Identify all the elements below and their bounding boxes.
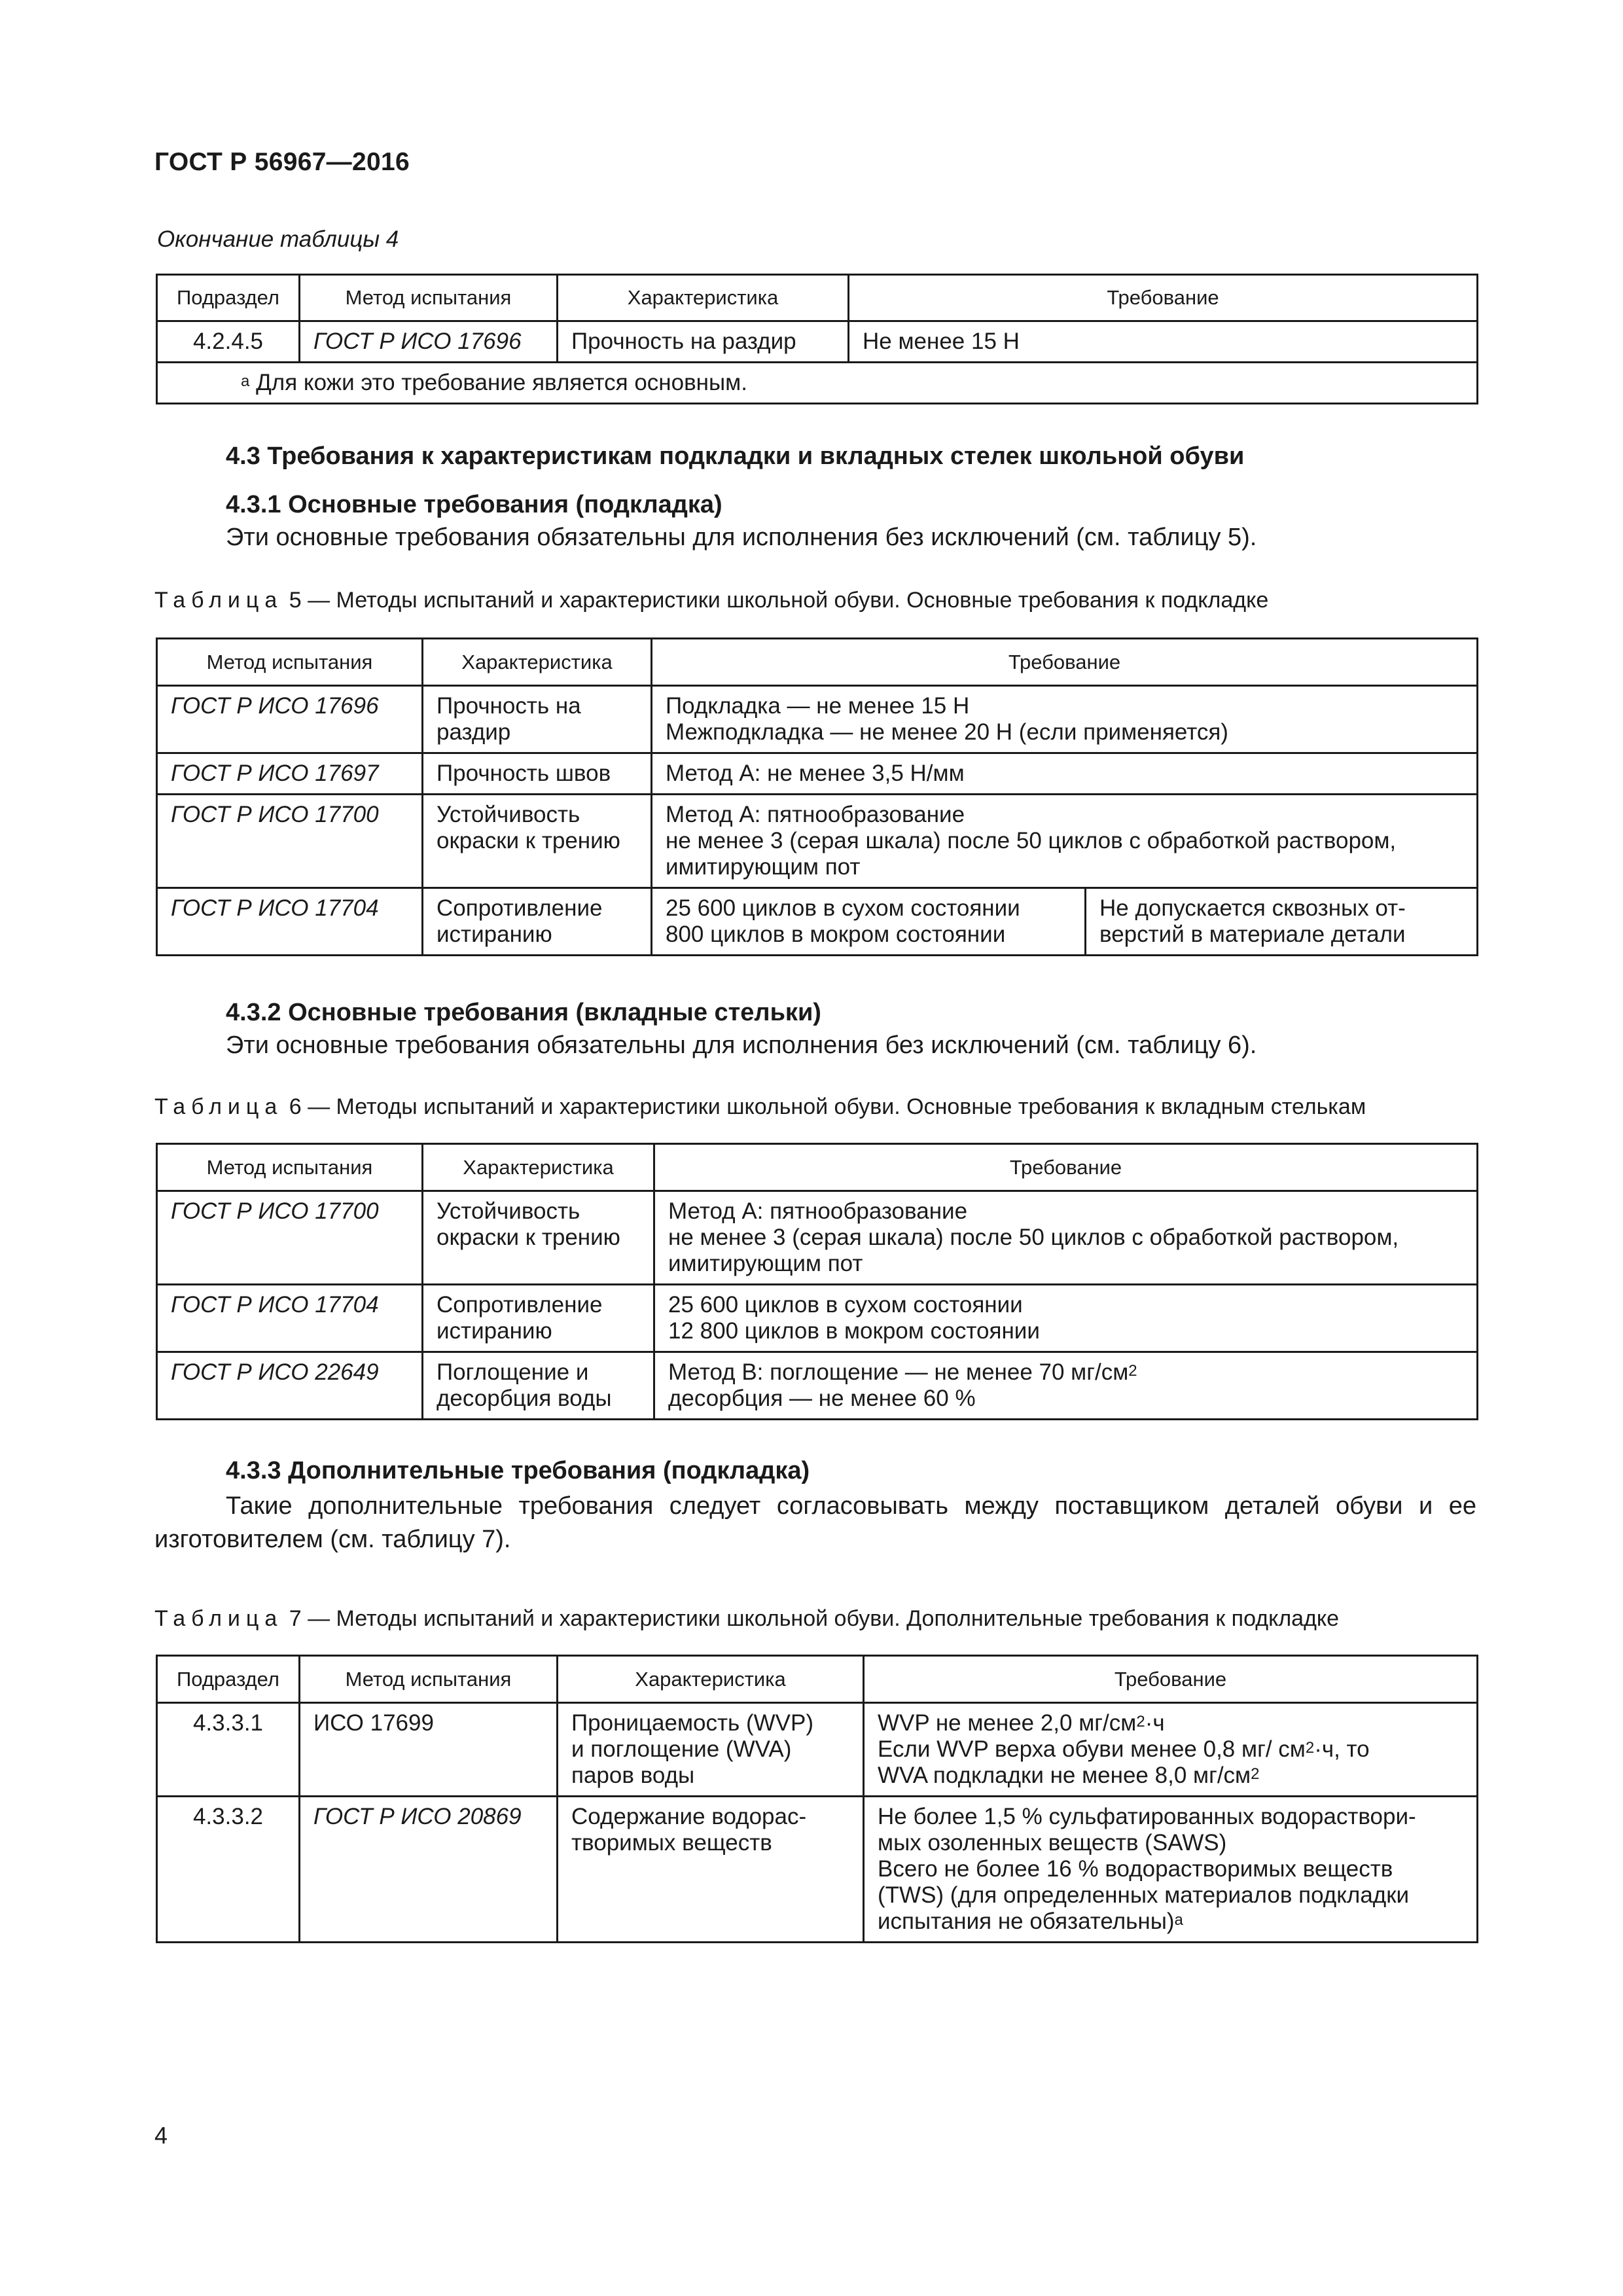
cell-method: ГОСТ Р ИСО 17704 (157, 1285, 423, 1352)
cell-characteristic (558, 1703, 864, 1797)
cell-characteristic (423, 1285, 654, 1352)
text-line: верстий в материале детали (1099, 922, 1406, 947)
text-line: имитирующим пот (666, 854, 861, 880)
table-row (157, 686, 1478, 753)
text-line: не менее 3 (серая шкала) после 50 циклов с обработкой раствором, (668, 1225, 1399, 1250)
section-title-4-3-1: 4.3.1 Основные требования (подкладка) (226, 491, 722, 518)
text-run: WVA подкладки не менее 8,0 мг/см (878, 1763, 1251, 1788)
table-header-row (157, 1656, 1478, 1703)
table-row (157, 321, 1478, 363)
text-line (878, 1909, 1463, 1935)
text-run: Метод В: поглощение — не менее 70 мг/см (668, 1359, 1129, 1385)
text-line: Прочность на (437, 693, 581, 719)
cell-characteristic (423, 1191, 654, 1285)
cell-requirement (652, 686, 1478, 753)
col-header-method: Метод испытания (157, 1144, 423, 1191)
text-line (878, 1763, 1463, 1789)
cell-requirement (652, 888, 1086, 956)
cell-method: ГОСТ Р ИСО 20869 (300, 1797, 558, 1943)
text-run: ·ч, то (1314, 1736, 1370, 1762)
col-header-subsection: Подраздел (157, 1656, 300, 1703)
col-header-subsection: Подраздел (157, 275, 300, 321)
col-header-characteristic: Характеристика (423, 1144, 654, 1191)
cell-requirement (654, 1352, 1478, 1420)
cell-characteristic (423, 1352, 654, 1420)
cell-method: ГОСТ Р ИСО 17700 (157, 795, 423, 888)
cell-method: ГОСТ Р ИСО 17697 (157, 753, 423, 795)
text-line: имитирующим пот (668, 1251, 863, 1276)
text-line: творимых веществ (571, 1830, 772, 1856)
text-run: испытания не обязательны) (878, 1909, 1175, 1934)
text-line: и поглощение (WVA) (571, 1736, 792, 1762)
table-row (157, 1352, 1478, 1420)
cell-method: ГОСТ Р ИСО 17704 (157, 888, 423, 956)
text-line: Поглощение и (437, 1359, 589, 1385)
text-line: 25 600 циклов в сухом состоянии (668, 1292, 1023, 1318)
col-header-requirement: Требование (652, 639, 1478, 686)
cell-characteristic (423, 888, 652, 956)
paragraph-4-3-1: Эти основные требования обязательны для исполнения без исключений (см. таблицу 5). (226, 524, 1257, 551)
caption-word: Таблица (154, 1094, 283, 1119)
text-line: Подкладка — не менее 15 Н (666, 693, 970, 719)
table-row (157, 888, 1478, 956)
section-title-4-3-3: 4.3.3 Дополнительные требования (подкладка) (226, 1457, 810, 1484)
caption-word: Таблица (154, 588, 283, 613)
table-header-row (157, 639, 1478, 686)
table-6-caption (154, 1094, 1366, 1120)
cell-method: ГОСТ Р ИСО 17696 (300, 321, 558, 363)
text-line: паров воды (571, 1763, 695, 1788)
text-run: WVP не менее 2,0 мг/см (878, 1710, 1137, 1736)
text-line: истиранию (437, 922, 552, 947)
cell-subsection: 4.3.3.1 (157, 1703, 300, 1797)
text-line: десорбция — не менее 60 % (668, 1386, 976, 1411)
section-title-4-3-2: 4.3.2 Основные требования (вкладные стельки) (226, 999, 821, 1026)
col-header-characteristic: Характеристика (558, 1656, 864, 1703)
text-line: истиранию (437, 1318, 552, 1344)
col-header-characteristic: Характеристика (423, 639, 652, 686)
caption-text: 6 — Методы испытаний и характеристики школьной обуви. Основные требования к вкладным стелькам (283, 1094, 1366, 1119)
table-continuation-label: Окончание таблицы 4 (157, 226, 399, 252)
text-line: Устойчивость (437, 1198, 580, 1224)
text-line: Содержание водорас- (571, 1804, 807, 1829)
cell-requirement-extra (1086, 888, 1478, 956)
col-header-requirement: Требование (864, 1656, 1478, 1703)
cell-requirement: Не менее 15 Н (849, 321, 1478, 363)
cell-characteristic (423, 686, 652, 753)
cell-characteristic: Прочность швов (423, 753, 652, 795)
col-header-requirement: Требование (849, 275, 1478, 321)
superscript: 2 (1305, 1739, 1315, 1757)
cell-requirement (652, 795, 1478, 888)
superscript: 2 (1128, 1362, 1137, 1380)
section-title-4-3: 4.3 Требования к характеристикам подкладки и вкладных стелек школьной обуви (226, 442, 1245, 470)
text-line: 12 800 циклов в мокром состоянии (668, 1318, 1040, 1344)
col-header-requirement: Требование (654, 1144, 1478, 1191)
table-footnote (157, 363, 1478, 404)
text-line: Сопротивление (437, 1292, 603, 1318)
cell-subsection: 4.2.4.5 (157, 321, 300, 363)
text-run: ·ч (1145, 1710, 1165, 1736)
table-7-caption (154, 1606, 1339, 1632)
caption-text: 7 — Методы испытаний и характеристики школьной обуви. Дополнительные требования к подкладке (283, 1606, 1340, 1631)
table-header-row (157, 275, 1478, 321)
text-line: Всего не более 16 % водорастворимых веществ (878, 1856, 1393, 1882)
text-line: Метод А: пятнообразование (668, 1198, 968, 1224)
text-line: мых озоленных веществ (SAWS) (878, 1830, 1227, 1856)
cell-subsection: 4.3.3.2 (157, 1797, 300, 1943)
cell-requirement (864, 1703, 1478, 1797)
table-footnote-row (157, 363, 1478, 404)
col-header-method: Метод испытания (157, 639, 423, 686)
text-line: не менее 3 (серая шкала) после 50 циклов с обработкой раствором, (666, 828, 1397, 853)
text-line: Устойчивость (437, 802, 580, 827)
text-line: окраски к трению (437, 1225, 620, 1250)
text-line: Проницаемость (WVP) (571, 1710, 813, 1736)
cell-method: ГОСТ Р ИСО 17700 (157, 1191, 423, 1285)
cell-requirement (654, 1285, 1478, 1352)
text-line: Метод А: пятнообразование (666, 802, 965, 827)
paragraph-4-3-3: Такие дополнительные требования следует согласовывать между поставщиком деталей обуви и ее изготовителем (см. таблицу 7). (154, 1492, 1476, 1553)
table-6 (156, 1143, 1478, 1420)
cell-characteristic (423, 795, 652, 888)
cell-method: ГОСТ Р ИСО 17696 (157, 686, 423, 753)
table-5 (156, 637, 1478, 956)
table-row (157, 1703, 1478, 1797)
text-line: (TWS) (для определенных материалов подкладки (878, 1882, 1410, 1908)
text-run: Если WVP верха обуви менее 0,8 мг/ см (878, 1736, 1306, 1762)
text-line: 800 циклов в мокром состоянии (666, 922, 1006, 947)
col-header-method: Метод испытания (300, 1656, 558, 1703)
caption-word: Таблица (154, 1606, 283, 1631)
text-line (668, 1359, 1463, 1386)
table-header-row (157, 1144, 1478, 1191)
table-row (157, 753, 1478, 795)
text-line (878, 1736, 1463, 1763)
cell-method: ИСО 17699 (300, 1703, 558, 1797)
superscript: 2 (1136, 1713, 1145, 1731)
footnote-mark: а (241, 372, 250, 390)
table-row (157, 1797, 1478, 1943)
page-number: 4 (154, 2122, 168, 2149)
text-line: раздир (437, 719, 511, 745)
cell-characteristic: Прочность на раздир (558, 321, 849, 363)
footnote-text: Для кожи это требование является основным. (249, 370, 747, 395)
text-line (878, 1710, 1463, 1736)
col-header-characteristic: Характеристика (558, 275, 849, 321)
superscript: 2 (1251, 1765, 1260, 1783)
cell-requirement (864, 1797, 1478, 1943)
cell-characteristic (558, 1797, 864, 1943)
cell-requirement (654, 1191, 1478, 1285)
text-line: Не более 1,5 % сульфатированных водораствори- (878, 1804, 1416, 1829)
text-line: 25 600 циклов в сухом состоянии (666, 895, 1020, 921)
table-4 (156, 274, 1478, 404)
text-line: Сопротивление (437, 895, 603, 921)
table-row (157, 1191, 1478, 1285)
text-line: Межподкладка — не менее 20 Н (если применяется) (666, 719, 1228, 745)
text-line: окраски к трению (437, 828, 620, 853)
table-row (157, 795, 1478, 888)
col-header-method: Метод испытания (300, 275, 558, 321)
text-line: Не допускается сквозных от- (1099, 895, 1406, 921)
text-line: десорбция воды (437, 1386, 612, 1411)
footnote-mark: а (1174, 1911, 1183, 1929)
caption-text: 5 — Методы испытаний и характеристики школьной обуви. Основные требования к подкладке (283, 588, 1269, 613)
table-7 (156, 1655, 1478, 1943)
paragraph-4-3-2: Эти основные требования обязательны для исполнения без исключений (см. таблицу 6). (226, 1031, 1257, 1059)
cell-requirement: Метод А: не менее 3,5 Н/мм (652, 753, 1478, 795)
table-5-caption (154, 588, 1268, 613)
table-row (157, 1285, 1478, 1352)
cell-method: ГОСТ Р ИСО 22649 (157, 1352, 423, 1420)
document-id: ГОСТ Р 56967—2016 (154, 148, 410, 176)
